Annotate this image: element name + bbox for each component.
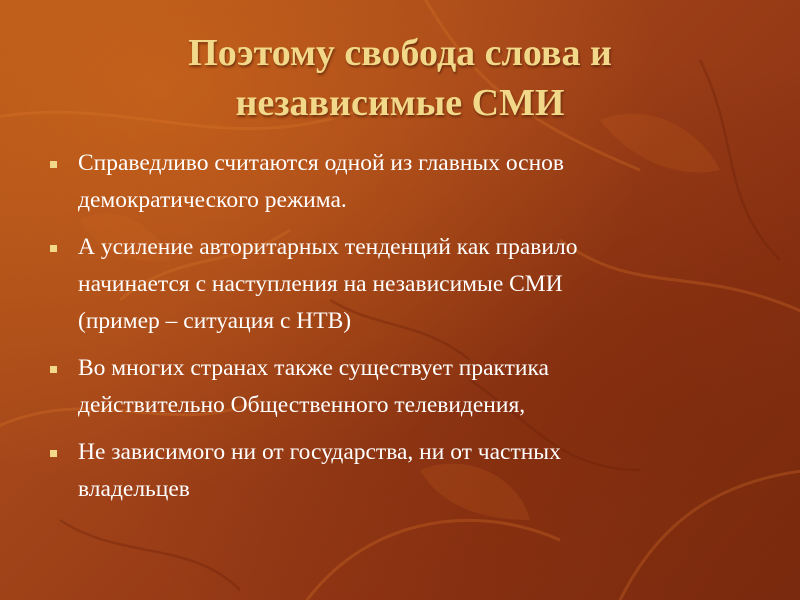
slide-title <box>100 28 700 128</box>
bullet-item <box>48 145 768 219</box>
slide-title-line-2: независимые СМИ <box>235 82 565 124</box>
bullet-line: (пример – ситуация с НТВ) <box>78 308 352 334</box>
square-bullet-icon <box>50 161 57 168</box>
bullet-line: владельцев <box>78 476 190 502</box>
slide-title-line-1: Поэтому свобода слова и <box>188 32 612 74</box>
square-bullet-icon <box>50 245 57 252</box>
bullet-line: демократического режима. <box>78 187 347 213</box>
bullet-line: действительно Общественного телевидения, <box>78 392 526 418</box>
bullet-item <box>48 229 768 340</box>
bullet-line: начинается с наступления на независимые СМИ <box>78 271 563 297</box>
bullet-item <box>48 350 768 424</box>
bullet-line: Справедливо считаются одной из главных основ <box>78 150 565 176</box>
bullet-line: Во многих странах также существует практика <box>78 355 549 381</box>
bullet-line: А усиление авторитарных тенденций как правило <box>78 234 578 260</box>
bullet-line: Не зависимого ни от государства, ни от частных <box>78 439 561 465</box>
bullet-list <box>48 145 768 518</box>
square-bullet-icon <box>50 450 57 457</box>
bullet-item <box>48 434 768 508</box>
square-bullet-icon <box>50 366 57 373</box>
